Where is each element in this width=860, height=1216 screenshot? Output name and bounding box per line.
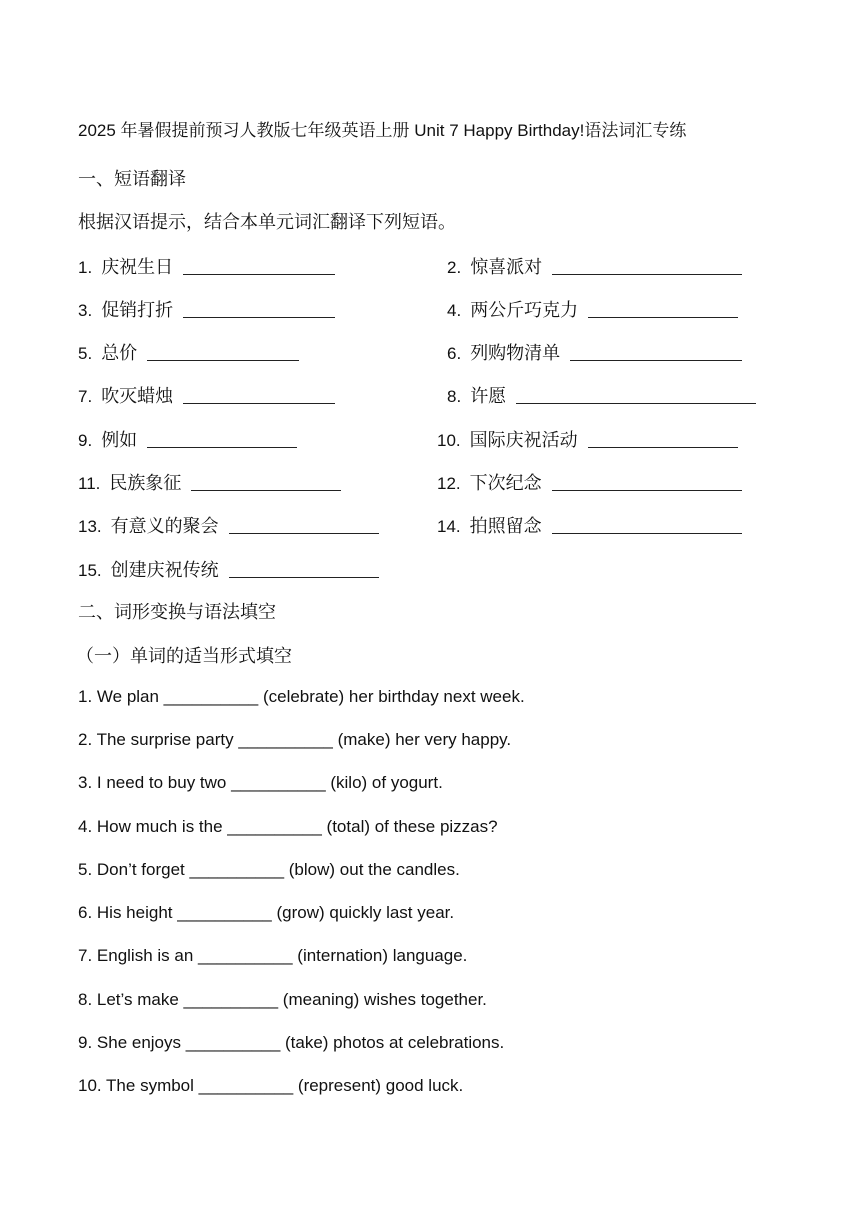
phrase-number: 1. [78, 258, 93, 277]
phrase-item [78, 296, 335, 322]
answer-blank[interactable] [552, 517, 742, 534]
phrase-text: 下次纪念 [469, 473, 542, 494]
answer-blank[interactable] [552, 258, 742, 275]
phrase-text: 拍照留念 [469, 516, 542, 537]
phrase-text: 许愿 [470, 386, 507, 407]
answer-blank[interactable] [570, 344, 742, 361]
phrase-item [447, 296, 738, 322]
phrase-number: 9. [78, 431, 93, 450]
answer-blank[interactable] [516, 387, 756, 404]
fill-in-sentence: 7. English is an __________ (internation) language. [78, 946, 468, 965]
answer-blank[interactable] [191, 474, 341, 491]
phrase-text: 庆祝生日 [101, 257, 174, 278]
phrase-number: 10. [437, 431, 461, 450]
phrase-item [78, 253, 335, 279]
phrase-text: 列购物清单 [470, 343, 561, 364]
answer-blank[interactable] [183, 258, 335, 275]
section-1-heading: 一、短语翻译 [78, 169, 186, 190]
phrase-item [78, 512, 379, 538]
fill-in-sentence: 10. The symbol __________ (represent) good luck. [78, 1076, 464, 1095]
phrase-number: 3. [78, 301, 93, 320]
phrase-text: 总价 [101, 343, 138, 364]
phrase-number: 6. [447, 344, 462, 363]
fill-in-sentence: 6. His height __________ (grow) quickly last year. [78, 903, 455, 922]
phrase-number: 12. [437, 474, 461, 493]
phrase-text: 两公斤巧克力 [470, 300, 579, 321]
phrase-text: 例如 [101, 430, 138, 451]
answer-blank[interactable] [552, 474, 742, 491]
phrase-text: 国际庆祝活动 [469, 430, 578, 451]
phrase-number: 4. [447, 301, 462, 320]
phrase-text: 吹灭蜡烛 [101, 386, 174, 407]
answer-blank[interactable] [229, 517, 379, 534]
phrase-text: 创建庆祝传统 [110, 560, 219, 581]
phrase-item [447, 253, 742, 279]
answer-blank[interactable] [183, 301, 335, 318]
answer-blank[interactable] [229, 561, 379, 578]
page-title: 2025 年暑假提前预习人教版七年级英语上册 Unit 7 Happy Birthday!语法词汇专练 [78, 121, 687, 140]
phrase-item [78, 382, 335, 408]
phrase-item [437, 469, 742, 495]
phrase-item [447, 339, 742, 365]
phrase-text: 民族象征 [109, 473, 182, 494]
answer-blank[interactable] [588, 301, 738, 318]
phrase-text: 惊喜派对 [470, 257, 543, 278]
fill-in-sentence: 3. I need to buy two __________ (kilo) of yogurt. [78, 773, 443, 792]
answer-blank[interactable] [183, 387, 335, 404]
fill-in-sentence: 1. We plan __________ (celebrate) her birthday next week. [78, 687, 525, 706]
phrase-text: 促销打折 [101, 300, 174, 321]
section-1-instruction: 根据汉语提示，结合本单元词汇翻译下列短语。 [78, 212, 456, 233]
fill-in-sentence: 9. She enjoys __________ (take) photos at celebrations. [78, 1033, 505, 1052]
phrase-item [437, 426, 738, 452]
answer-blank[interactable] [588, 431, 738, 448]
phrase-item [447, 382, 756, 408]
fill-in-sentence: 2. The surprise party __________ (make) her very happy. [78, 730, 512, 749]
answer-blank[interactable] [147, 431, 297, 448]
section-2-subheading: （一）单词的适当形式填空 [76, 646, 292, 667]
phrase-number: 7. [78, 387, 93, 406]
phrase-number: 14. [437, 517, 461, 536]
phrase-text: 有意义的聚会 [110, 516, 219, 537]
phrase-item [78, 426, 297, 452]
phrase-number: 2. [447, 258, 462, 277]
phrase-number: 8. [447, 387, 462, 406]
phrase-item [437, 512, 742, 538]
phrase-item [78, 556, 379, 582]
phrase-number: 13. [78, 517, 102, 536]
phrase-number: 11. [78, 474, 101, 493]
phrase-number: 15. [78, 561, 102, 580]
phrase-item [78, 339, 299, 365]
fill-in-sentence: 8. Let’s make __________ (meaning) wishes together. [78, 990, 487, 1009]
phrase-item [78, 469, 341, 495]
answer-blank[interactable] [147, 344, 299, 361]
section-2-heading: 二、词形变换与语法填空 [78, 602, 276, 623]
fill-in-sentence: 4. How much is the __________ (total) of these pizzas? [78, 817, 498, 836]
fill-in-sentence: 5. Don’t forget __________ (blow) out the candles. [78, 860, 460, 879]
phrase-number: 5. [78, 344, 93, 363]
